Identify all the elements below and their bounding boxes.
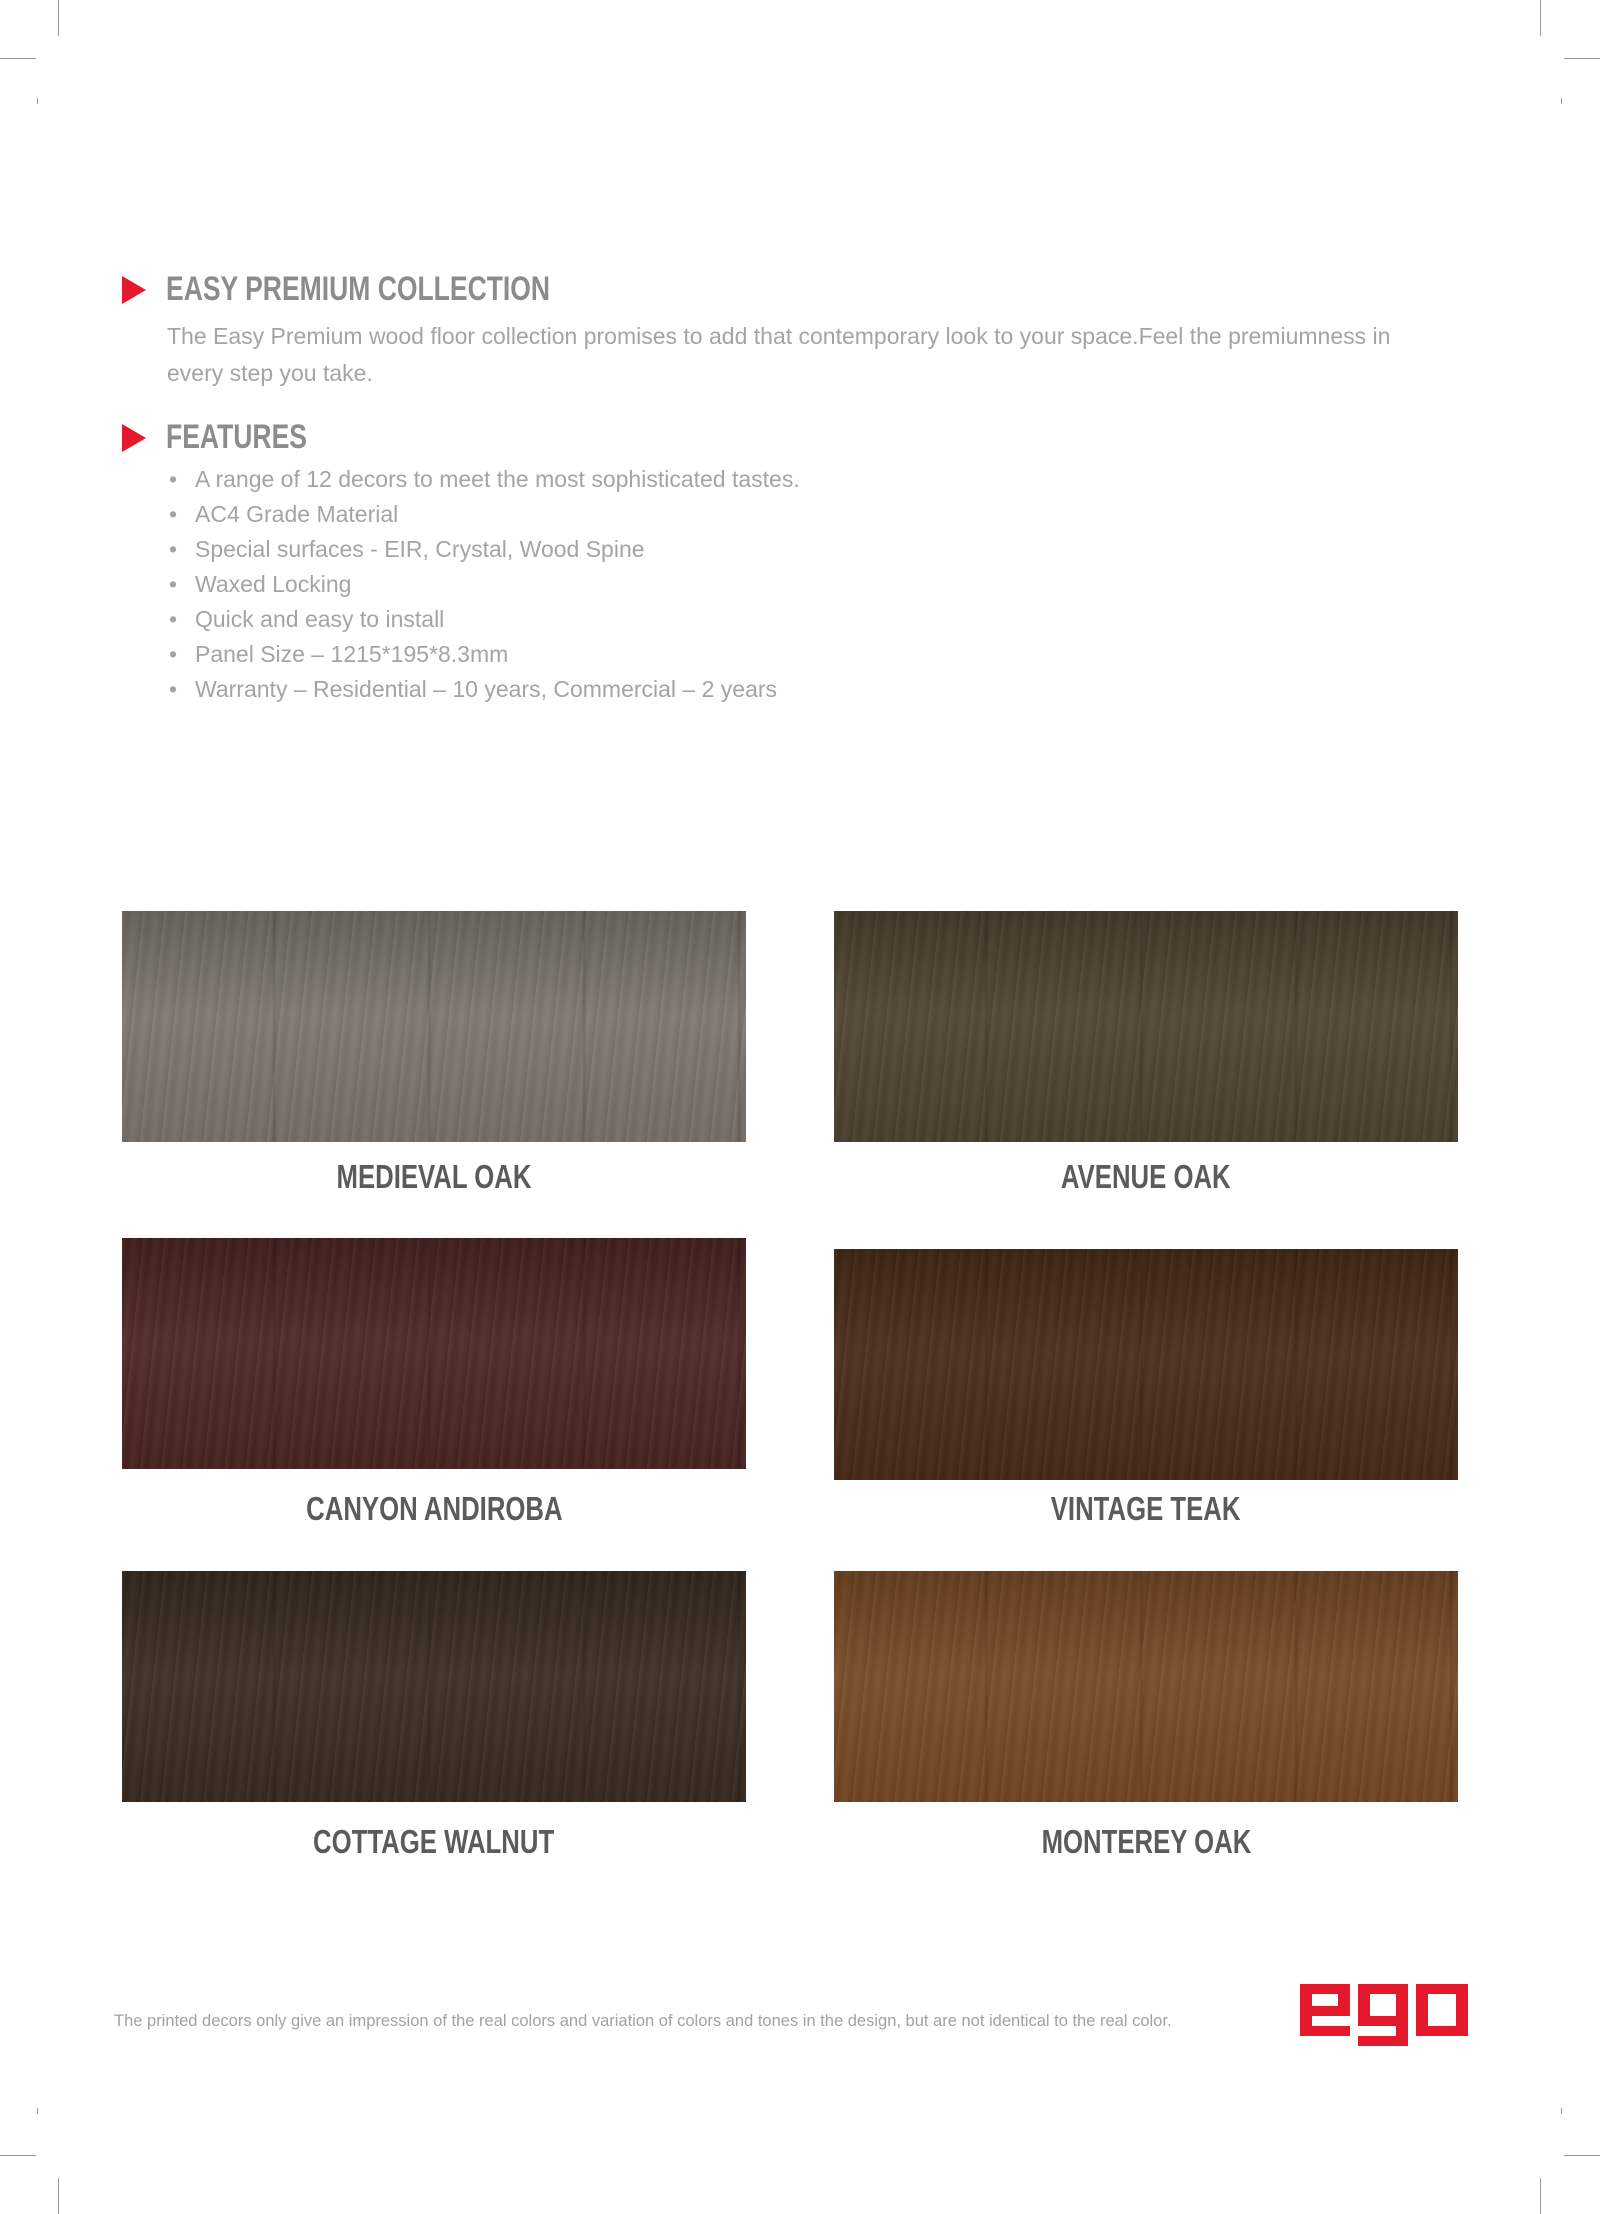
feature-item: • A range of 12 decors to meet the most sophisticated tastes. (167, 462, 800, 497)
crop-mark (1564, 58, 1600, 59)
crop-mark (37, 2108, 38, 2114)
decor-name: MEDIEVAL OAK (336, 1158, 532, 1195)
collection-header (122, 270, 658, 309)
crop-mark (1564, 2155, 1600, 2156)
triangle-bullet-icon (122, 276, 146, 304)
decor-name: COTTAGE WALNUT (313, 1823, 555, 1860)
crop-mark (1561, 98, 1562, 104)
decor-image-avenue-oak (834, 911, 1458, 1142)
collection-title: EASY PREMIUM COLLECTION (166, 270, 551, 308)
features-list (167, 462, 800, 707)
disclaimer-text: The printed decors only give an impression of the real colors and variation of colors and tones in the design, but are not identical to the real color. (114, 2012, 1172, 2030)
collection-description: The Easy Premium wood floor collection promises to add that contemporary look to your space.Feel the premiumness in every step you take. (167, 323, 1391, 386)
crop-mark (0, 2155, 36, 2156)
crop-mark (1540, 0, 1541, 36)
feature-item: • Warranty – Residential – 10 years, Commercial – 2 years (167, 672, 800, 707)
decor-image-canyon-andiroba (122, 1238, 746, 1469)
decor-name: AVENUE OAK (1061, 1158, 1231, 1195)
features-title: FEATURES (166, 418, 307, 456)
crop-mark (0, 58, 36, 59)
crop-mark (58, 2178, 59, 2214)
feature-item: • AC4 Grade Material (167, 497, 800, 532)
decor-name: VINTAGE TEAK (1051, 1490, 1241, 1527)
feature-item: • Panel Size – 1215*195*8.3mm (167, 637, 800, 672)
features-header (122, 418, 347, 457)
decor-name: MONTEREY OAK (1041, 1823, 1251, 1860)
feature-item: • Special surfaces - EIR, Crystal, Wood Spine (167, 532, 800, 567)
crop-mark (58, 0, 59, 36)
decor-image-monterey-oak (834, 1571, 1458, 1802)
crop-mark (1540, 2178, 1541, 2214)
decor-image-medieval-oak (122, 911, 746, 1142)
crop-mark (1561, 2108, 1562, 2114)
decor-image-vintage-teak (834, 1249, 1458, 1480)
feature-item: • Waxed Locking (167, 567, 800, 602)
decor-name: CANYON ANDIROBA (305, 1490, 563, 1527)
crop-mark (37, 98, 38, 104)
triangle-bullet-icon (122, 424, 146, 452)
decor-image-cottage-walnut (122, 1571, 746, 1802)
feature-item: • Quick and easy to install (167, 602, 800, 637)
ego-logo (1300, 1980, 1468, 2046)
